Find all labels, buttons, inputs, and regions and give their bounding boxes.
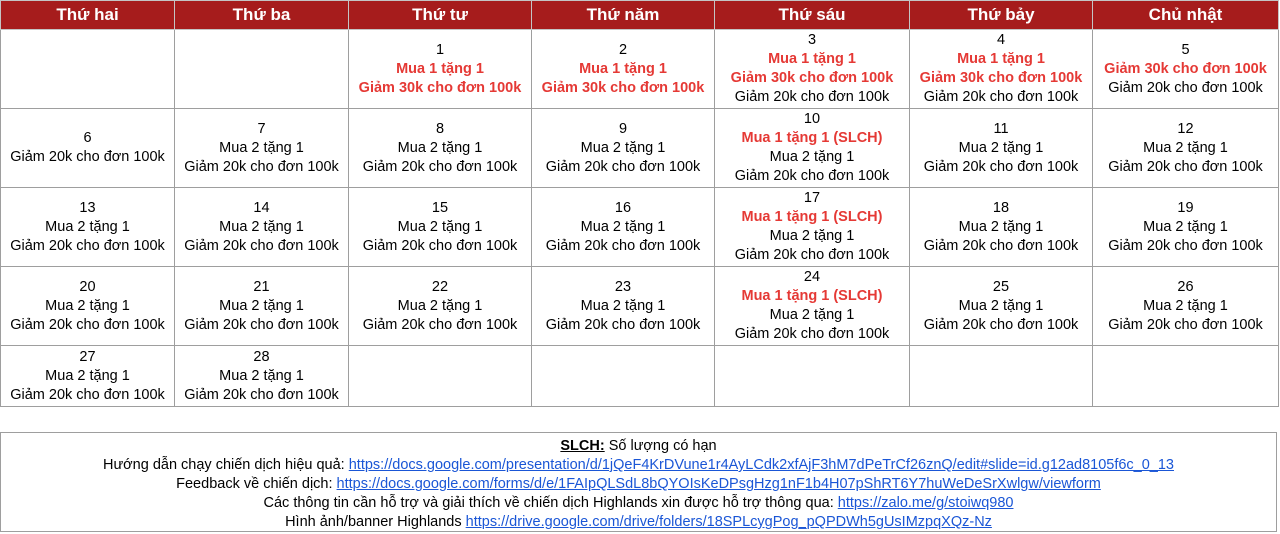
header-thursday: Thứ năm [532, 1, 715, 30]
promo-line: Mua 2 tặng 1 [769, 228, 855, 244]
banner-link[interactable]: https://drive.google.com/drive/folders/18SPLcygPog_pQPDWh5gUsIMzpqXQz-Nz [465, 514, 992, 530]
day-cell [1093, 30, 1279, 109]
feedback-link[interactable]: https://docs.google.com/forms/d/e/1FAIpQLSdL8bQYOIsKeDPsgHzg1nF1b4H07pShRT6Y7huWeDeSrXwlgw/viewform [336, 476, 1101, 492]
empty-day-cell [1, 30, 175, 109]
day-number: 6 [83, 130, 92, 146]
guide-label: Hướng dẫn chạy chiến dịch hiệu quả: [102, 457, 349, 473]
day-number: 5 [1181, 41, 1190, 58]
feedback-label: Feedback về chiến dịch: [176, 476, 337, 492]
promo-line: Giảm 20k cho đơn 100k [184, 237, 339, 254]
support-row [1, 494, 1276, 513]
promo-highlight: Mua 1 tặng 1 (SLCH) [741, 288, 883, 304]
promo-line: Mua 2 tặng 1 [397, 218, 483, 235]
promo-highlight: Giảm 30k cho đơn 100k [730, 70, 894, 86]
promo-line: Giảm 20k cho đơn 100k [923, 158, 1079, 175]
empty-day-cell [175, 30, 349, 109]
promo-line: Mua 2 tặng 1 [1143, 218, 1228, 235]
promo-line: Giảm 20k cho đơn 100k [362, 237, 518, 254]
day-number: 17 [803, 190, 821, 206]
promo-line: Giảm 20k cho đơn 100k [545, 316, 701, 333]
guide-row [1, 456, 1276, 475]
weekday-header-row [1, 1, 1279, 30]
header-monday: Thứ hai [1, 1, 175, 30]
promo-line: Mua 2 tặng 1 [769, 307, 855, 323]
promo-line: Giảm 20k cho đơn 100k [923, 89, 1079, 105]
day-number: 8 [435, 120, 445, 137]
slch-legend [1, 437, 1276, 456]
promo-line: Giảm 20k cho đơn 100k [362, 158, 518, 175]
header-wednesday: Thứ tư [349, 1, 532, 30]
promo-highlight: Giảm 30k cho đơn 100k [358, 79, 522, 96]
week-row [1, 188, 1279, 267]
day-number: 27 [79, 348, 96, 365]
promo-line: Mua 2 tặng 1 [219, 297, 304, 314]
day-number: 14 [253, 199, 270, 216]
day-number: 3 [807, 32, 817, 48]
empty-day-cell [715, 346, 910, 407]
promo-highlight: Mua 1 tặng 1 [579, 60, 667, 77]
week-row [1, 30, 1279, 109]
day-number: 24 [803, 269, 821, 285]
promo-highlight: Mua 1 tặng 1 [768, 51, 856, 67]
support-link[interactable]: https://zalo.me/g/stoiwq980 [837, 495, 1014, 511]
promo-highlight: Mua 1 tặng 1 [396, 60, 484, 77]
promo-line: Giảm 20k cho đơn 100k [923, 237, 1079, 254]
promo-line: Giảm 20k cho đơn 100k [1108, 79, 1263, 96]
day-number: 28 [253, 348, 270, 365]
promo-line: Giảm 20k cho đơn 100k [10, 316, 165, 333]
banner-row [1, 513, 1276, 532]
day-number: 25 [992, 278, 1010, 295]
promo-line: Giảm 20k cho đơn 100k [1108, 316, 1263, 333]
day-number: 18 [992, 199, 1010, 216]
day-cell [175, 346, 349, 407]
day-cell [1093, 188, 1279, 267]
promo-line: Giảm 20k cho đơn 100k [10, 386, 165, 403]
promo-line: Mua 2 tặng 1 [1143, 139, 1228, 156]
promo-line: Giảm 20k cho đơn 100k [184, 316, 339, 333]
day-cell [175, 267, 349, 346]
day-number: 12 [1177, 120, 1194, 137]
day-cell [715, 188, 910, 267]
promo-line: Giảm 20k cho đơn 100k [734, 247, 890, 263]
promo-line: Giảm 20k cho đơn 100k [10, 149, 165, 165]
day-number: 10 [803, 111, 821, 127]
day-number: 20 [79, 278, 96, 295]
day-number: 23 [614, 278, 632, 295]
day-cell [349, 188, 532, 267]
day-number: 16 [614, 199, 632, 216]
day-number: 26 [1177, 278, 1194, 295]
header-friday: Thứ sáu [715, 1, 910, 30]
day-cell [910, 267, 1093, 346]
promo-line: Mua 2 tặng 1 [958, 139, 1044, 156]
guide-link[interactable]: https://docs.google.com/presentation/d/1jQeF4KrDVune1r4AyLCdk2xfAjF3hM7dPeTrCf26znQ/edit#slide=id.g12ad8105f6c_0_13 [348, 457, 1174, 473]
banner-label: Hình ảnh/banner Highlands [285, 514, 466, 530]
day-cell [532, 188, 715, 267]
promo-line: Mua 2 tặng 1 [1143, 297, 1228, 314]
day-cell [532, 109, 715, 188]
promo-line: Mua 2 tặng 1 [397, 297, 483, 314]
support-label: Các thông tin cần hỗ trợ và giải thích về chiến dịch Highlands xin được hỗ trợ thông qua: [263, 495, 838, 511]
promo-line: Mua 2 tặng 1 [958, 297, 1044, 314]
promo-line: Giảm 20k cho đơn 100k [923, 316, 1079, 333]
day-cell [532, 30, 715, 109]
empty-day-cell [1093, 346, 1279, 407]
empty-day-cell [532, 346, 715, 407]
day-number: 2 [618, 41, 628, 58]
day-cell [1093, 109, 1279, 188]
promo-line: Mua 2 tặng 1 [397, 139, 483, 156]
empty-day-cell [910, 346, 1093, 407]
day-number: 19 [1177, 199, 1194, 216]
day-number: 4 [996, 32, 1006, 48]
day-number: 1 [435, 41, 445, 58]
day-number: 15 [431, 199, 449, 216]
promo-line: Giảm 20k cho đơn 100k [734, 326, 890, 342]
promo-line: Mua 2 tặng 1 [580, 218, 666, 235]
promo-highlight: Mua 1 tặng 1 (SLCH) [741, 130, 883, 146]
day-cell [175, 109, 349, 188]
promo-highlight: Giảm 30k cho đơn 100k [1104, 60, 1267, 77]
day-cell [910, 188, 1093, 267]
day-cell [349, 30, 532, 109]
promo-highlight: Mua 1 tặng 1 (SLCH) [741, 209, 883, 225]
promo-highlight: Giảm 30k cho đơn 100k [919, 70, 1083, 86]
promo-line: Giảm 20k cho đơn 100k [1108, 237, 1263, 254]
promo-highlight: Giảm 30k cho đơn 100k [541, 79, 705, 96]
promo-line: Giảm 20k cho đơn 100k [734, 168, 890, 184]
day-cell [532, 267, 715, 346]
day-cell [715, 109, 910, 188]
promo-line: Mua 2 tặng 1 [958, 218, 1044, 235]
promo-line: Giảm 20k cho đơn 100k [734, 89, 890, 105]
promo-line: Mua 2 tặng 1 [219, 218, 304, 235]
day-number: 9 [618, 120, 628, 137]
day-cell [349, 267, 532, 346]
promo-line: Mua 2 tặng 1 [45, 297, 130, 314]
day-cell [910, 30, 1093, 109]
promo-line: Giảm 20k cho đơn 100k [545, 158, 701, 175]
week-row [1, 346, 1279, 407]
promo-line: Mua 2 tặng 1 [219, 367, 304, 384]
day-cell [715, 267, 910, 346]
feedback-row [1, 475, 1276, 494]
day-number: 7 [257, 120, 266, 137]
day-number: 21 [253, 278, 270, 295]
empty-day-cell [349, 346, 532, 407]
promo-line: Mua 2 tặng 1 [580, 139, 666, 156]
promo-line: Mua 2 tặng 1 [219, 139, 304, 156]
day-number: 11 [993, 120, 1009, 137]
promo-line: Giảm 20k cho đơn 100k [184, 158, 339, 175]
day-number: 22 [431, 278, 449, 295]
header-sunday: Chủ nhật [1093, 1, 1279, 30]
day-cell [349, 109, 532, 188]
day-number: 13 [79, 199, 96, 216]
day-cell [1, 109, 175, 188]
campaign-info-box [0, 432, 1277, 532]
slch-label: SLCH: [560, 438, 605, 454]
header-saturday: Thứ bảy [910, 1, 1093, 30]
promo-line: Giảm 20k cho đơn 100k [184, 386, 339, 403]
day-cell [1, 188, 175, 267]
slch-description: Số lượng có hạn [604, 438, 717, 454]
promo-line: Giảm 20k cho đơn 100k [545, 237, 701, 254]
promo-line: Giảm 20k cho đơn 100k [362, 316, 518, 333]
promo-line: Mua 2 tặng 1 [45, 367, 130, 384]
day-cell [175, 188, 349, 267]
day-cell [715, 30, 910, 109]
day-cell [1, 267, 175, 346]
promo-line: Giảm 20k cho đơn 100k [10, 237, 165, 254]
promo-line: Mua 2 tặng 1 [45, 218, 130, 235]
promo-line: Mua 2 tặng 1 [580, 297, 666, 314]
promo-line: Giảm 20k cho đơn 100k [1108, 158, 1263, 175]
week-row [1, 109, 1279, 188]
promo-highlight: Mua 1 tặng 1 [957, 51, 1045, 67]
day-cell [1, 346, 175, 407]
day-cell [910, 109, 1093, 188]
header-tuesday: Thứ ba [175, 1, 349, 30]
promo-line: Mua 2 tặng 1 [769, 149, 855, 165]
week-row [1, 267, 1279, 346]
day-cell [1093, 267, 1279, 346]
